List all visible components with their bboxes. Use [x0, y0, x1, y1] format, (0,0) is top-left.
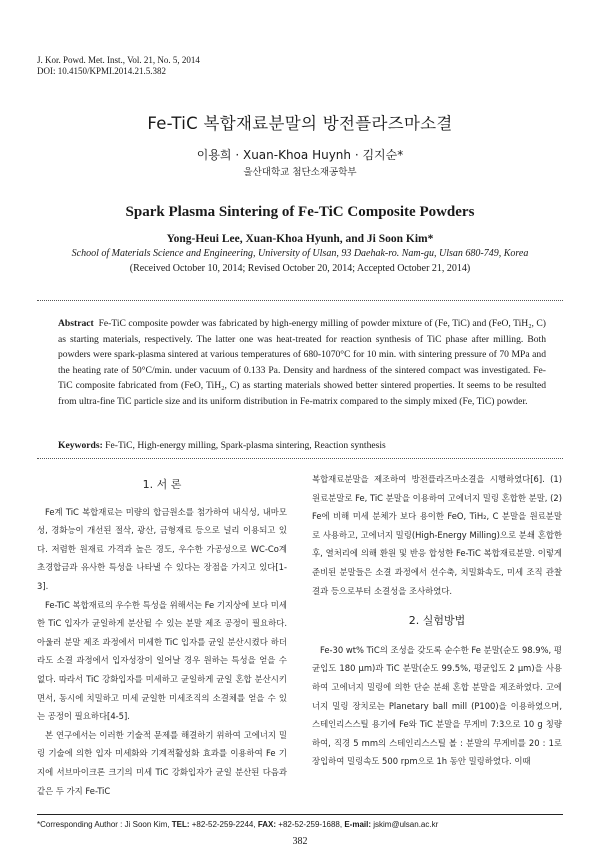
abstract-text: Fe-TiC composite powder was fabricated by high-energy milling of powder mixture of (Fe, TiC) and (FeO, TiH₂, C) as starting materials, respectively. The latter one was heat-treated for reaction synthesis of TiC phase after milling. Both powders were spark-plasma sintered at various temperatures of 680-1070°C for 10 min. with sintering pressure of 70 MPa and the heating rate of 50°C/min. under vacuum of 0.133 Pa. Density and hardness of the sintered compact was investigated. Fe-TiC composite fabricated from (FeO, TiH₂, C) as starting materials showed better sintered properties. It seems to be resulted from ultra-fine TiC particle size and its uniform distribution in Fe-matrix compared to the simply mixed (Fe, TiC) powder. — [58, 318, 546, 407]
corresponding-author-footnote — [37, 820, 438, 829]
paragraph: Fe-TiC 복합재료의 우수한 특성을 위해서는 Fe 기지상에 보다 미세한 TiC 입자가 균일하게 분산될 수 있는 분말 제조 공정이 필요하다. 아울러 분말 제조 과정에서 미세한 TiC 입자를 균일 분산시켰다 하더라도 소결 과정에서 입자성장이 일어날 경우 원하는 특성을 얻을 수 없다. 따라서 TiC 강화입자를 미세하고 균일하게 균일 혼합 분산시키면서, 동시에 치밀하고 미세 균일한 미세조직의 소결체를 얻을 수 있는 공정이 필요하다[4-5]. — [37, 599, 287, 722]
korean-affiliation: 울산대학교 첨단소재공학부 — [243, 167, 357, 178]
paragraph: 복합재료분말을 제조하여 방전플라즈마소결을 시행하였다[6]. (1) 원료분말로 Fe, TiC 분말을 이용하여 고에너지 밀링 혼합한 분말, (2) Fe에 비해 미세 분체가 보다 용이한 FeO, TiH₂, C 분말을 원료분말로 사용하고, 고에너지 밀링(High-Energy Milling)으로 분쇄 혼합한 후, 열처리에 의해 환원 및 반응 합성한 Fe-TiC 복합재료분말. 이렇게 준비된 분말들은 소결 과정에서 선수축, 치밀화속도, 미세 조직 관찰 결과 등으로부터 소결성을 조사하였다. — [312, 474, 562, 596]
section-title-introduction: 1. 서 론 — [142, 478, 182, 491]
abstract-top-rule — [37, 300, 563, 301]
section-title-experimental: 2. 실험방법 — [408, 614, 466, 628]
tel-value: +82-52-259-2244, — [189, 820, 258, 829]
right-column — [312, 470, 562, 771]
footnote-rule — [37, 814, 563, 815]
keywords-label: Keywords: — [58, 440, 103, 451]
abstract-bottom-rule — [37, 458, 563, 459]
email-label: E-mail: — [344, 820, 371, 829]
korean-authors: 이용희 · Xuan-Khoa Huynh · 김지순* — [196, 148, 404, 162]
keywords-text: Fe-TiC, High-energy milling, Spark-plasma sintering, Reaction synthesis — [105, 440, 386, 451]
page-number: 382 — [292, 836, 308, 847]
paragraph: Fe-30 wt% TiC의 조성을 갖도록 순수한 Fe 분말(순도 98.9%, 평균입도 180 μm)과 TiC 분말(순도 99.5%, 평균입도 2 μm)을 사용하여 고에너지 밀링에 의한 단순 분쇄 혼합 분말을 제조하였다. 고에너지 밀링 장치로는 Planetary ball mill (P100)을 이용하였으며, 스테인리스스틸 용기에 Fe와 TiC 분말을 무게비 7:3으로 10 g 칭량하여, 직경 5 mm의 스테인리스스틸 볼 : 분말의 무게비를 20 : 1로 장입하여 밀링속도 500 rpm으로 1h 동안 밀링하였다. 이때 — [312, 644, 562, 767]
received-dates: (Received October 10, 2014; Revised October 20, 2014; Accepted October 21, 2014) — [129, 263, 471, 274]
fax-value: +82-52-259-1688, — [276, 820, 345, 829]
abstract — [58, 316, 546, 410]
left-column — [37, 470, 287, 800]
journal-citation: J. Kor. Powd. Met. Inst., Vol. 21, No. 5, 2014 — [37, 55, 200, 65]
english-title: Spark Plasma Sintering of Fe-TiC Composite Powders — [125, 204, 475, 220]
fax-label: FAX: — [257, 820, 277, 829]
paragraph: 본 연구에서는 이러한 기술적 문제를 해결하기 위하여 고에너지 밀링 기술에 의한 입자 미세화와 기계적활성화 효과를 이용하여 Fe 기지에 서브마이크론 크기의 미세 TiC 강화입자가 균일 분산된 다음과 같은 두 가지 Fe-TiC — [37, 729, 287, 796]
footnote-prefix: *Corresponding Author : Ji Soon Kim, — [37, 820, 172, 829]
english-authors: Yong-Heui Lee, Xuan-Khoa Hyunh, and Ji Soon Kim* — [166, 233, 434, 245]
english-affiliation: School of Materials Science and Engineering, University of Ulsan, 93 Daehak-ro. Nam-gu, Ulsan 680-749, Korea — [71, 248, 529, 259]
korean-title: Fe-TiC 복합재료분말의 방전플라즈마소결 — [147, 114, 453, 133]
keywords — [58, 440, 546, 451]
paragraph: Fe계 TiC 복합재료는 미량의 합금원소를 첨가하여 내식성, 내마모성, 경화능이 개선된 절삭, 광산, 금형재료 등으로 널리 이용되고 있다. 저렴한 원재료 가격과 높은 경도, 우수한 가공성으로 WC-Co계 초경합금과 유사한 특성을 나타낼 수 있다는 장점을 가지고 있다[1-3]. — [37, 506, 287, 591]
email-value: jskim@ulsan.ac.kr — [371, 820, 439, 829]
abstract-label: Abstract — [58, 318, 94, 329]
tel-label: TEL: — [171, 820, 190, 829]
doi: DOI: 10.4150/KPMI.2014.21.5.382 — [37, 66, 167, 76]
